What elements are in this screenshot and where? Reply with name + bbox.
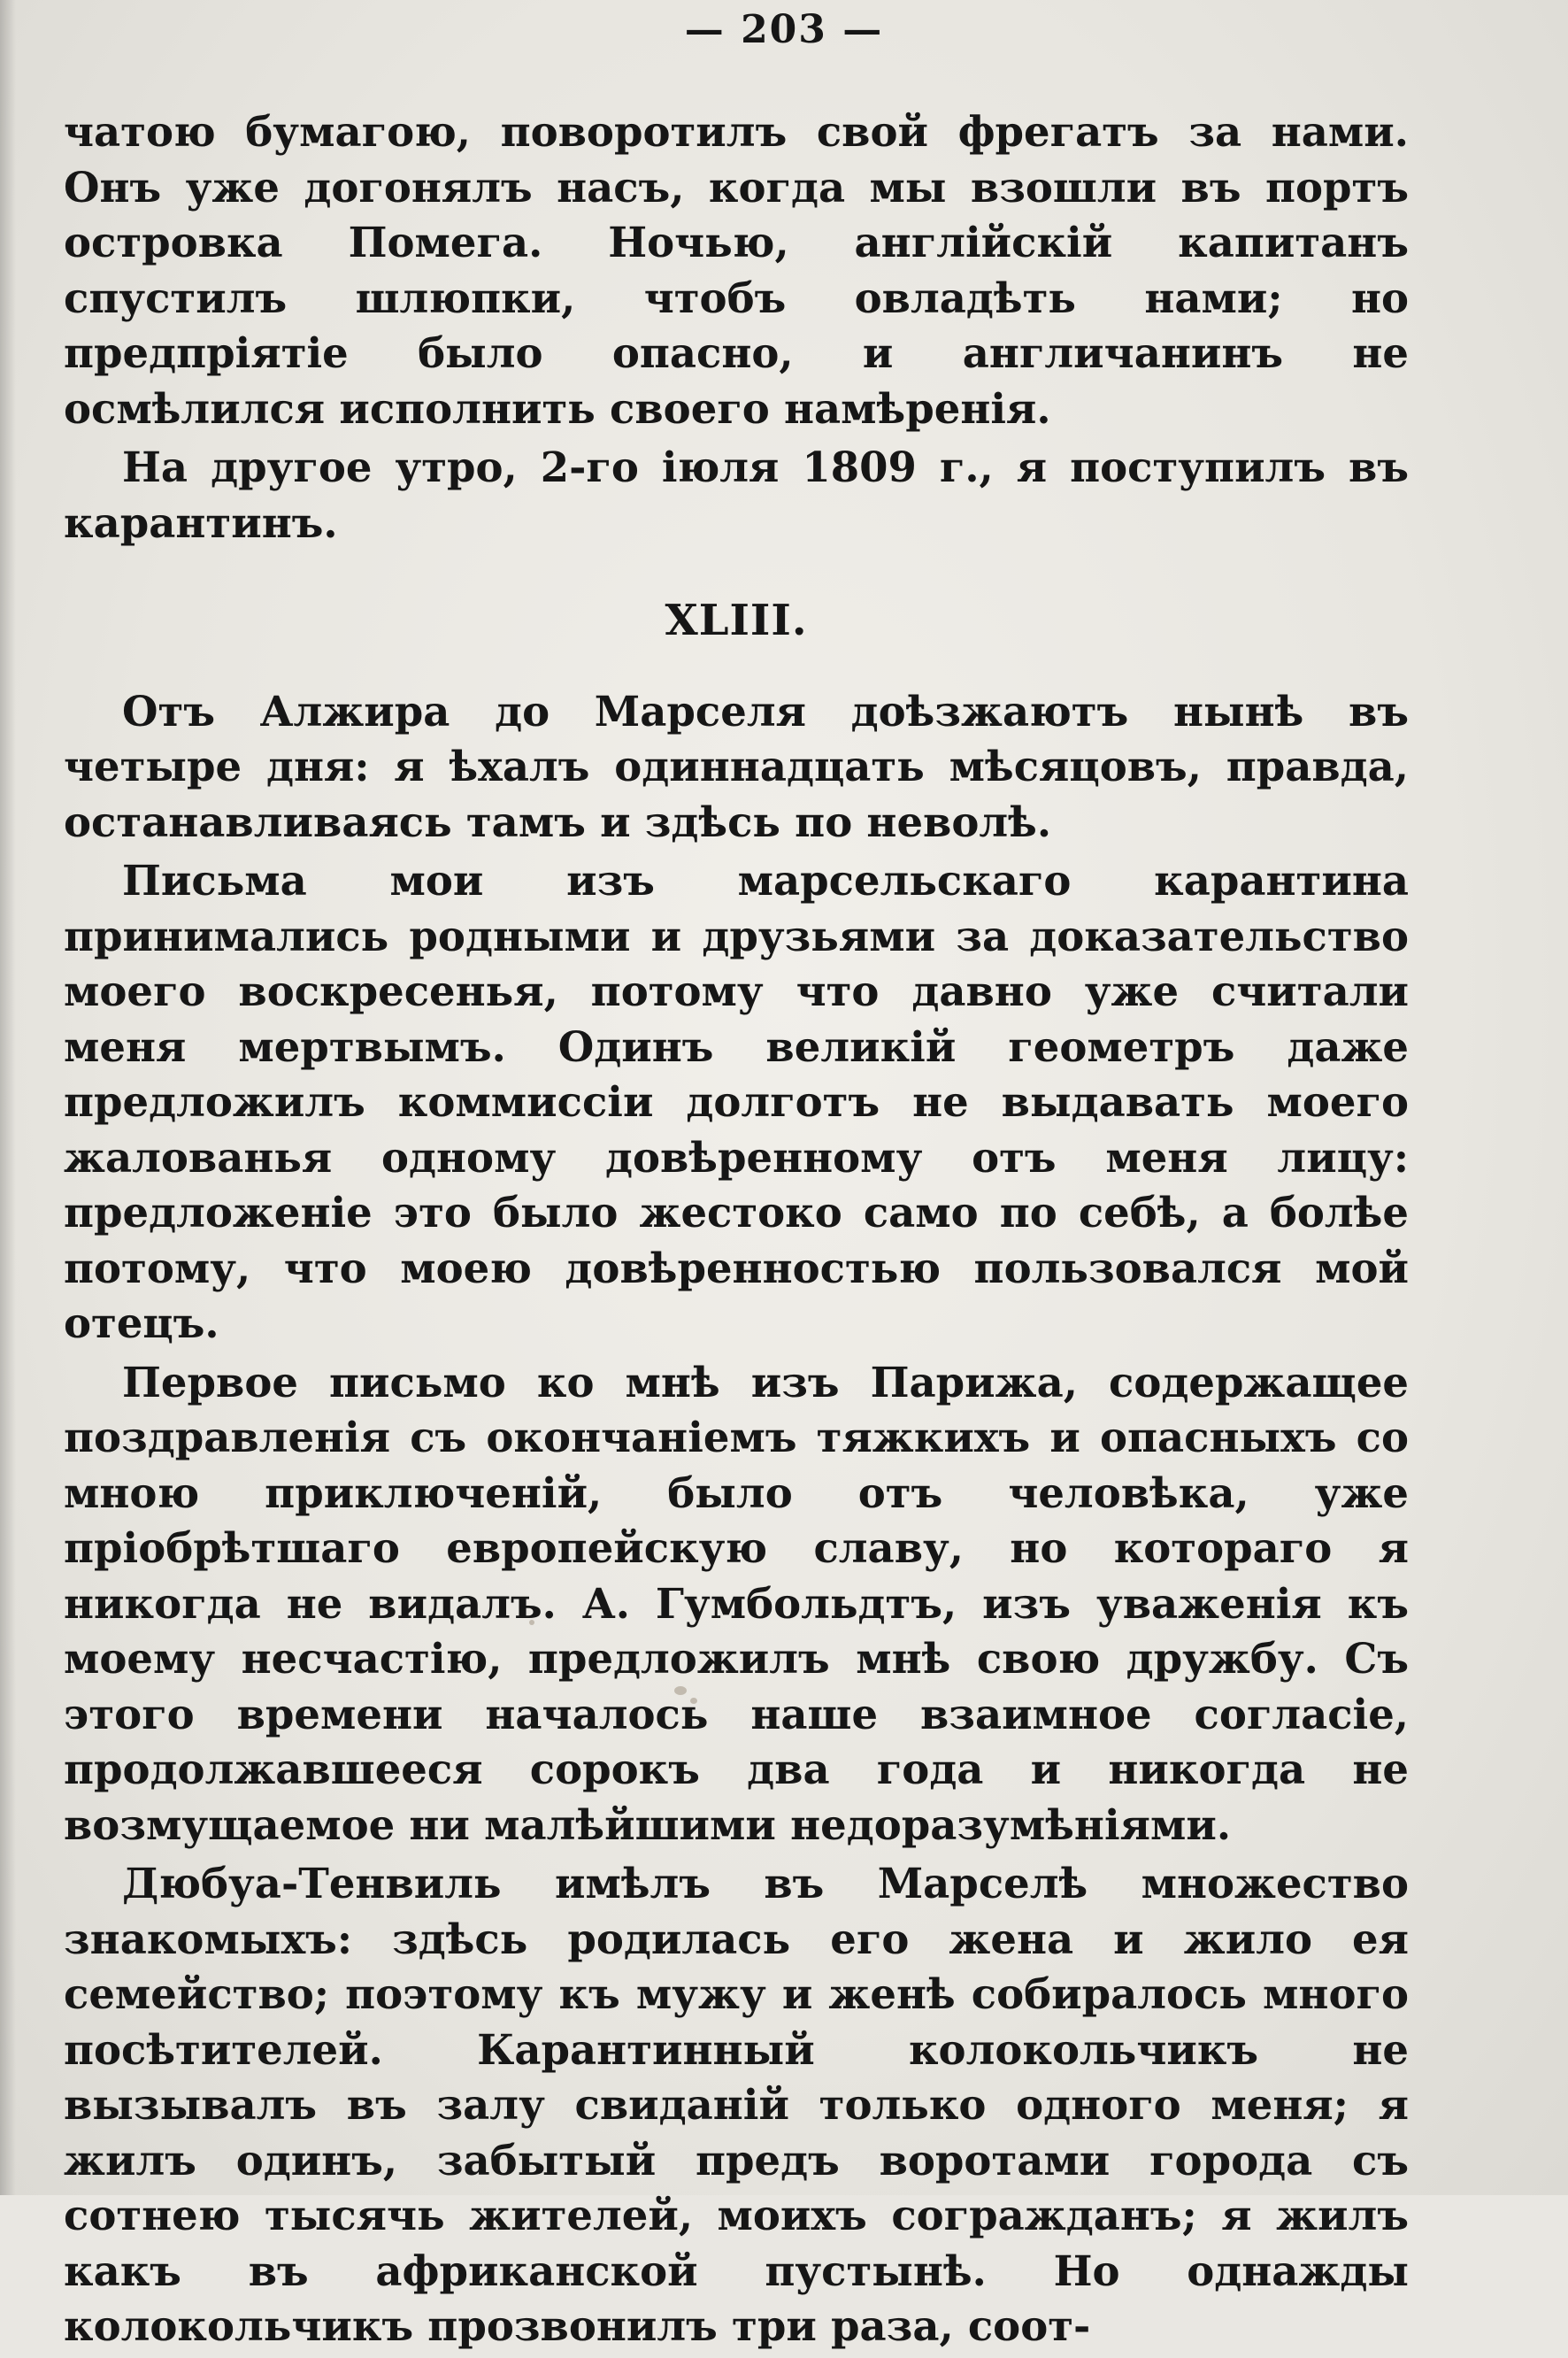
- paragraph-letters: Письма мои изъ марсельскаго карантина принимались родными и друзьями за доказательство моего воскресенья, потому что давно уже считали меня мертвымъ. Одинъ великій геометръ даже предложилъ коммиссіи долготъ не выдавать моего жалованья одному довѣренному отъ меня лицу: предложеніе это было жестоко само по себѣ, а болѣе потому, что моею довѣренностью пользовался мой отецъ.: [64, 856, 1409, 1347]
- paragraph-algiers-marseille: Отъ Алжира до Марселя доѣзжаютъ нынѣ въ четыре дня: я ѣхалъ одиннадцать мѣсяцовъ, правда, останавливаясь тамъ и здѣсь по неволѣ.: [64, 686, 1409, 846]
- paragraph-continued: чатою бумагою, поворотилъ свой фрегатъ за нами. Онъ уже догонялъ насъ, когда мы взошли въ портъ островка Помега. Ночью, англійскій капитанъ спустилъ шлюпки, чтобъ овладѣть нами; но предпріятіе было опасно, и англичанинъ не осмѣлился исполнить своего намѣренія.: [64, 107, 1409, 433]
- ink-speck: [529, 1620, 534, 1625]
- paragraph-humboldt: Первое письмо ко мнѣ изъ Парижа, содержащее поздравленія съ окончаніемъ тяжкихъ и опасныхъ со мною приключеній, было отъ человѣка, уже пріобрѣтшаго европейскую славу, но котораго я никогда не видалъ. А. Гумбольдтъ, изъ уваженія къ моему несчастію, предложилъ мнѣ свою дружбу. Съ этого времени началось наше взаимное согласіе, продолжавшееся сорокъ два года и никогда не возмущаемое ни малѣйшими недоразумѣніями.: [64, 1357, 1409, 1849]
- chapter-heading: XLIII.: [665, 596, 808, 645]
- paragraph-dubois-tainville: Дюбуа-Тенвиль имѣлъ въ Марселѣ множество знакомыхъ: здѣсь родилась его жена и жило ея семейство; поэтому къ мужу и женѣ собиралось много посѣтителей. Карантинный колокольчикъ не вызывалъ въ залу свиданій только одного меня; я жилъ одинъ, забытый предъ воротами города съ сотнею тысячь жителей, моихъ согражданъ; я жилъ какъ въ африканской пустынѣ. Но однажды колокольчикъ прозвонилъ три раза, соот-: [64, 1859, 1409, 2350]
- page-number: — 203 —: [684, 7, 884, 52]
- paragraph-quarantine-date: На другое утро, 2-го іюля 1809 г., я поступилъ въ карантинъ.: [64, 443, 1409, 547]
- binding-shadow: [0, 0, 16, 2195]
- page-body: [64, 104, 1409, 2358]
- ink-speck: [674, 1686, 687, 1695]
- ink-speck: [690, 1698, 697, 1704]
